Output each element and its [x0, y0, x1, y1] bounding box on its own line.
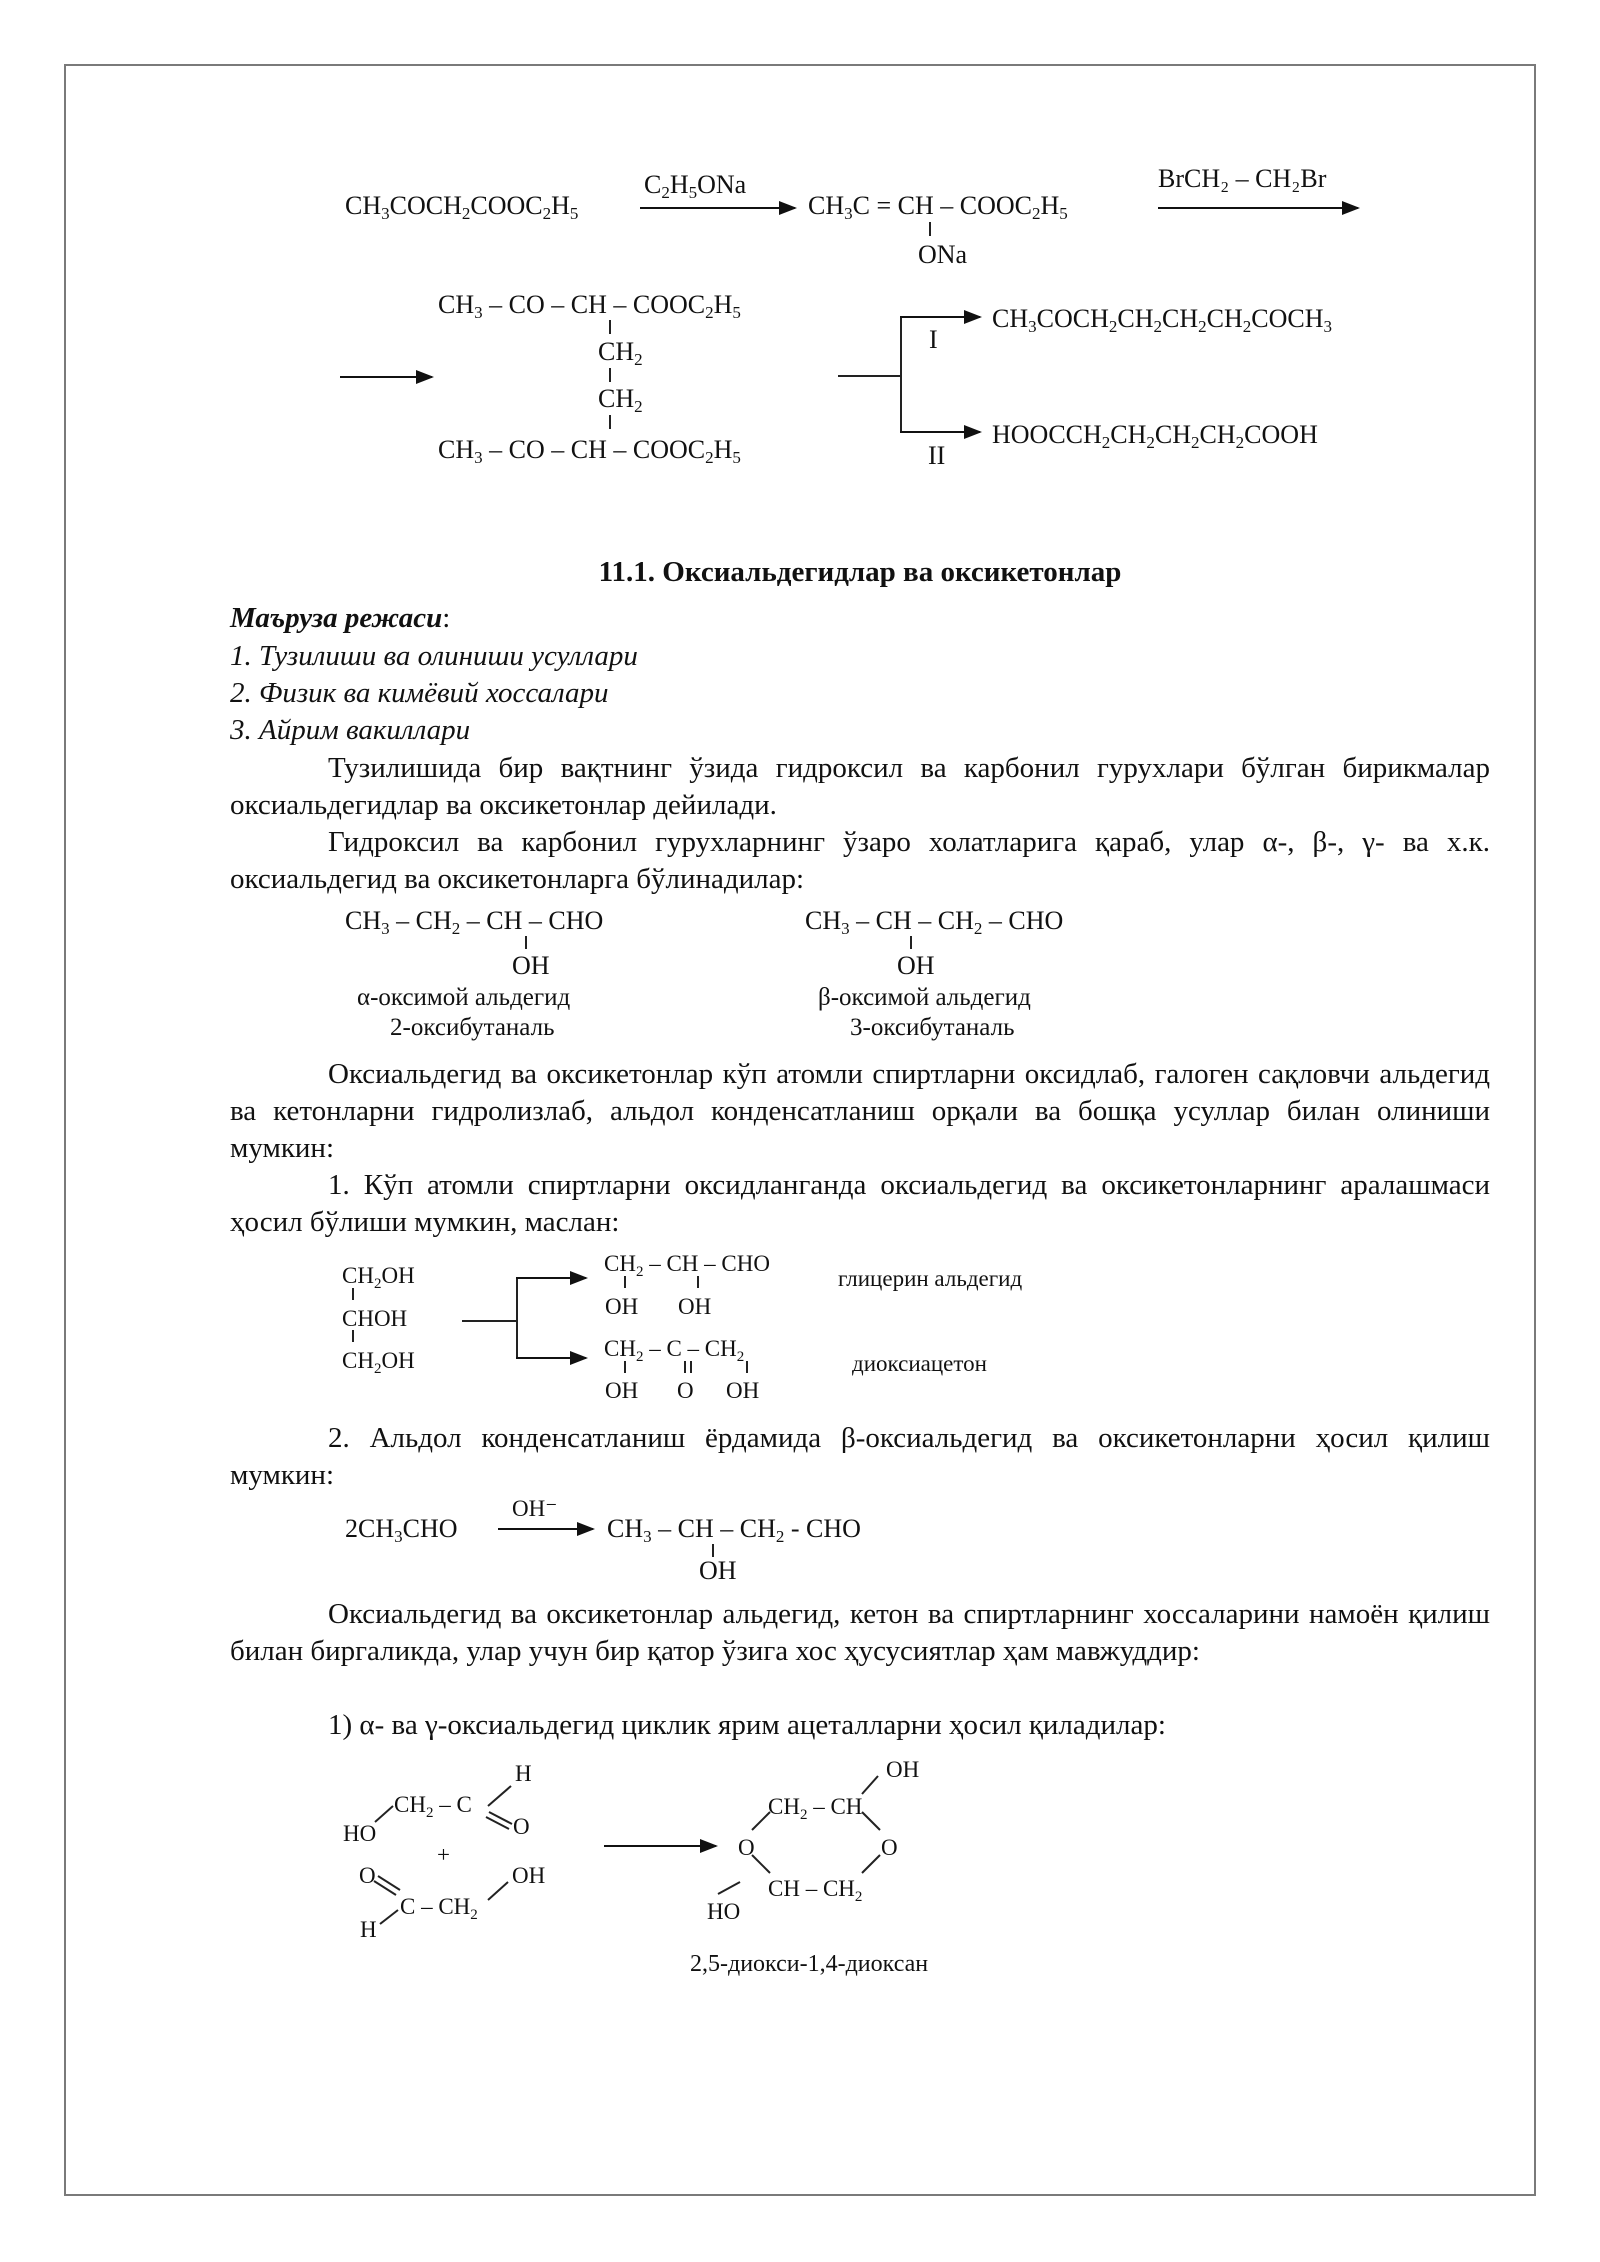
product-diketone: $CH_3COCH_2CH_2CH_2CH_2COCH_3$ [992, 304, 1332, 336]
caption-beta-name: β-оксимой альдегид [818, 984, 1031, 1011]
formula-acetaldehyde: $2CH_3CHO$ [345, 1514, 458, 1546]
branch-label-ii: II [928, 441, 946, 470]
catalyst-hydroxide: OH⁻ [512, 1496, 558, 1521]
formula-beta-hydroxybutanal: $CH_3$ – CH – $CH_2$ – CHO [805, 906, 1064, 938]
formula-glyceraldehyde: $CH_2$ – CH – CHO [604, 1251, 770, 1280]
substituent-ona: ONa [918, 240, 968, 269]
reaction-arrow [604, 1845, 716, 1847]
plan-title: Маъруза режаси: [230, 602, 451, 634]
branch-label-i: I [929, 325, 938, 354]
plan-item: 1. Тузилиши ва олиниши усуллари [230, 640, 638, 672]
section-heading: 11.1. Оксиальдегидлар ва оксикетонлар [598, 556, 1122, 588]
caption-dioxane: 2,5-диокси-1,4-диоксан [690, 1951, 929, 1977]
paragraph: Оксиальдегид ва оксикетонлар альдегид, кетон ва спиртларнинг хоссаларини намоён қилиш билан биргаликда, улар учун бир қатор ўзига хос ҳусусиятлар ҳам мавжуддир: [230, 1598, 1490, 1667]
paragraph: Тузилишида бир вақтнинг ўзида гидроксил ва карбонил гурухлари бўлган бирикмалар оксиальдегидлар ва оксикетонлар дейилади. [230, 752, 1490, 821]
formula-aldol: $CH_3$ – CH – $CH_2$ - CHO [607, 1514, 861, 1546]
plan-item: 2. Физик ва кимёвий хоссалари [230, 677, 609, 709]
paragraph: Оксиальдегид ва оксикетонлар кўп атомли спиртларни оксидлаб, галоген сақловчи альдегид ва кетонларни гидролизлаб, альдол конденсатланиш орқали ва бошқа усуллар билан олиниши мумкин: [230, 1058, 1490, 1164]
caption-alpha-iupac: 2-оксибутаналь [390, 1014, 555, 1041]
formula-alpha-hydroxybutanal: $CH_3 - CH_2$ – CH – CHO [345, 906, 604, 938]
formula-bis-ester-top: $CH_3$ – CO – CH – $COOC_2H_5$ [438, 290, 741, 322]
plan-item: 3. Айрим вакиллари [230, 714, 471, 746]
paragraph: Гидроксил ва карбонил гурухларнинг ўзаро холатларига қараб, улар α-, β-, γ- ва х.к. оксиальдегид ва оксикетонларга бўлинадилар: [230, 826, 1490, 895]
caption-glyceraldehyde: глицерин альдегид [838, 1266, 1023, 1291]
formula-enolate: $CH_3C$ = CH – $COOC_2H_5$ [808, 191, 1068, 223]
caption-beta-iupac: 3-оксибутаналь [850, 1014, 1015, 1041]
paragraph: 2. Альдол конденсатланиш ёрдамида β-оксиальдегид ва оксикетонларни ҳосил қилиш мумкин: [230, 1422, 1490, 1491]
formula-dihydroxyacetone: $CH_2$ – C – $CH_2$ [604, 1336, 745, 1365]
paragraph: 1. Кўп атомли спиртларни оксидланганда оксиальдегид ва оксикетонларнинг аралашмаси ҳосил бўлиши мумкин, маслан: [230, 1169, 1490, 1238]
product-diacid: $HOOCCH_2CH_2CH_2CH_2COOH$ [992, 420, 1318, 452]
reagent-sodium-ethoxide: $C_2H_5ONa$ [644, 170, 747, 202]
formula-acetoacetic-ester: $CH_3COCH_2COOC_2H_5$ [345, 191, 579, 223]
paragraph: 1) α- ва γ-оксиальдегид циклик ярим ацеталларни ҳосил қиладилар: [328, 1709, 1166, 1741]
caption-dihydroxyacetone: диоксиацетон [852, 1351, 987, 1376]
formula-bis-ester-bottom: $CH_3$ – CO – CH – $COOC_2H_5$ [438, 435, 741, 467]
reagent-dibromoethane: BrCH₂ – CH₂Br [1158, 164, 1327, 193]
caption-alpha-name: α-оксимой альдегид [357, 984, 571, 1011]
